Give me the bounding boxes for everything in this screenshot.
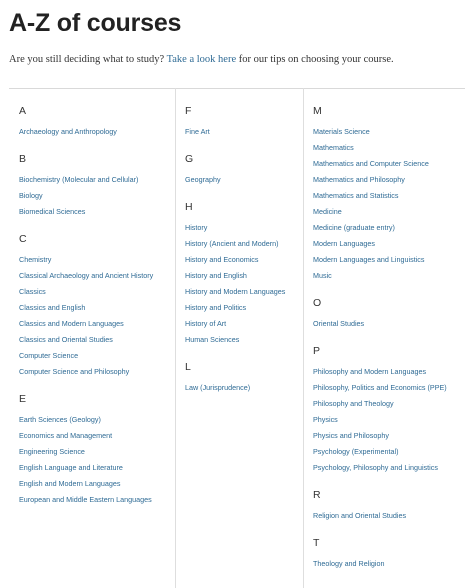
course-link[interactable]: Philosophy and Modern Languages [313,367,427,376]
tips-link[interactable]: Take a look here [166,54,237,65]
course-link[interactable]: Law (Jurisprudence) [185,383,251,392]
letter-heading: G [185,153,194,165]
course-link[interactable]: History and Politics [185,303,247,312]
letter-heading: B [19,153,27,165]
course-column [185,104,285,408]
letter-heading: M [313,105,322,117]
course-link[interactable]: Theology and Religion [313,559,385,568]
letter-heading: R [313,489,321,501]
letter-heading: H [185,201,193,213]
course-link[interactable]: Computer Science [19,351,79,360]
column-divider [175,88,176,588]
course-link[interactable]: Classics and English [19,303,86,312]
intro-text [9,54,464,65]
letter-group [185,104,285,152]
letter-group [313,488,447,536]
course-link[interactable]: Classics and Oriental Studies [19,335,113,344]
group-spacer [313,524,447,536]
group-spacer [313,572,447,584]
course-link[interactable]: Mathematics [313,143,354,152]
course-link[interactable]: Archaeology and Anthropology [19,127,117,136]
group-spacer [185,348,285,360]
course-link[interactable]: Philosophy and Theology [313,399,394,408]
course-link[interactable]: Biochemistry (Molecular and Cellular) [19,175,139,184]
letter-heading: E [19,393,27,405]
letter-group [19,152,153,232]
letter-heading: L [185,361,191,373]
letter-heading: C [19,233,27,245]
course-link[interactable]: Medicine [313,207,342,216]
course-link[interactable]: Earth Sciences (Geology) [19,415,101,424]
course-link[interactable]: Chemistry [19,255,52,264]
course-link[interactable]: Mathematics and Statistics [313,191,399,200]
column-divider [303,88,304,588]
group-spacer [185,396,285,408]
letter-heading: F [185,105,192,117]
course-link[interactable]: History of Art [185,319,227,328]
course-link[interactable]: Materials Science [313,127,370,136]
letter-group [19,232,153,392]
course-link[interactable]: Psychology, Philosophy and Linguistics [313,463,438,472]
intro-text-start: Are you still deciding what to study? [9,54,165,65]
intro-text-end: for our tips on choosing your course. [238,54,394,65]
course-link[interactable]: History (Ancient and Modern) [185,239,279,248]
letter-heading: T [313,537,320,549]
letter-group [313,344,447,488]
course-link[interactable]: Classics and Modern Languages [19,319,124,328]
letter-group [313,296,447,344]
course-link[interactable]: History and Economics [185,255,259,264]
group-spacer [19,140,153,152]
course-link[interactable]: Mathematics and Philosophy [313,175,405,184]
letter-group [19,104,153,152]
course-link[interactable]: Human Sciences [185,335,240,344]
course-link[interactable]: Classics [19,287,46,296]
course-link[interactable]: Modern Languages [313,239,375,248]
course-link[interactable]: Computer Science and Philosophy [19,367,130,376]
course-link[interactable]: Economics and Management [19,431,113,440]
course-link[interactable]: Classical Archaeology and Ancient History [19,271,154,280]
course-link[interactable]: History and Modern Languages [185,287,286,296]
course-link[interactable]: Physics [313,415,338,424]
group-spacer [313,284,447,296]
course-link[interactable]: Mathematics and Computer Science [313,159,429,168]
page-title: A-Z of courses [9,9,182,37]
course-link[interactable]: English and Modern Languages [19,479,121,488]
letter-group [313,104,447,296]
group-spacer [19,220,153,232]
course-link[interactable]: Medicine (graduate entry) [313,223,395,232]
course-link[interactable]: Philosophy, Politics and Economics (PPE) [313,383,447,392]
course-link[interactable]: History and English [185,271,247,280]
letter-group [313,536,447,584]
group-spacer [313,332,447,344]
letter-heading: P [313,345,321,357]
course-link[interactable]: Physics and Philosophy [313,431,389,440]
course-link[interactable]: Biology [19,191,43,200]
course-link[interactable]: Biomedical Sciences [19,207,86,216]
course-link[interactable]: Modern Languages and Linguistics [313,255,425,264]
course-link[interactable]: Music [313,271,332,280]
course-column [313,104,447,584]
course-link[interactable]: English Language and Literature [19,463,123,472]
section-divider [9,88,465,89]
group-spacer [19,380,153,392]
course-column [19,104,153,520]
group-spacer [185,188,285,200]
letter-heading: O [313,297,322,309]
course-link[interactable]: Psychology (Experimental) [313,447,399,456]
course-link[interactable]: Geography [185,175,221,184]
course-link[interactable]: History [185,223,208,232]
group-spacer [313,476,447,488]
group-spacer [19,508,153,520]
course-link[interactable]: European and Middle Eastern Languages [19,495,152,504]
course-link[interactable]: Fine Art [185,127,210,136]
letter-group [185,360,285,408]
course-link[interactable]: Religion and Oriental Studies [313,511,407,520]
group-spacer [185,140,285,152]
course-link[interactable]: Oriental Studies [313,319,365,328]
letter-heading: A [19,105,27,117]
letter-group [19,392,153,520]
letter-group [185,152,285,200]
letter-group [185,200,285,360]
course-link[interactable]: Engineering Science [19,447,85,456]
